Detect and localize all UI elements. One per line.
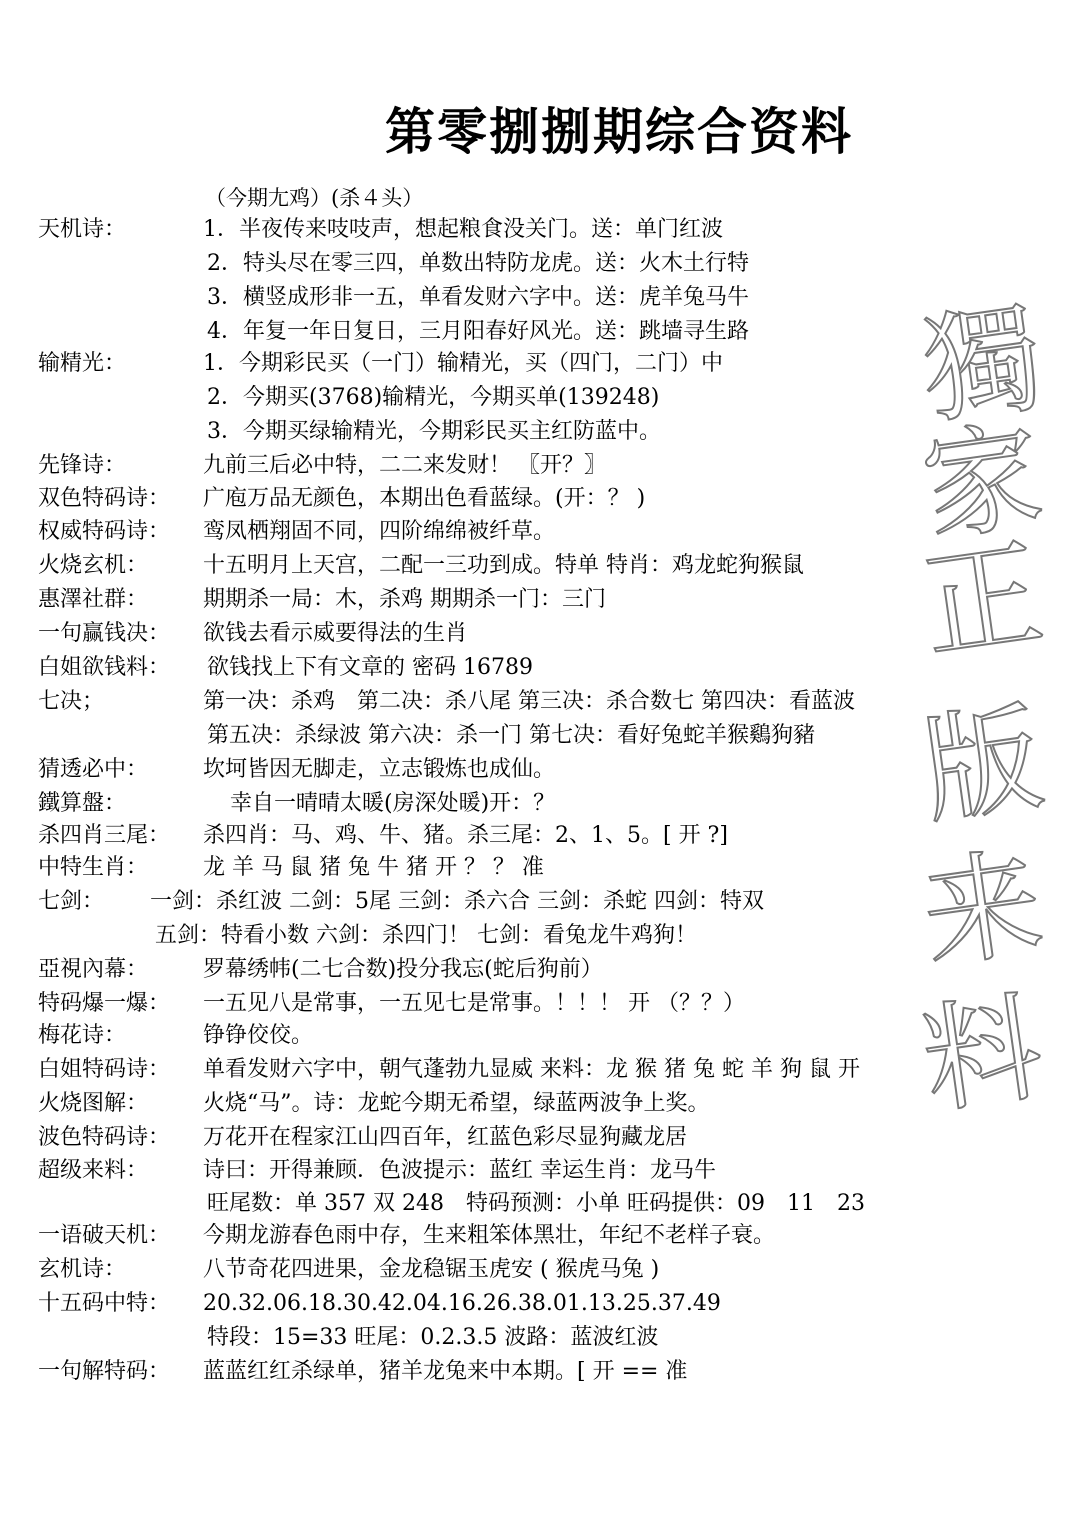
row-label: 天机诗：	[38, 217, 127, 242]
row-label: 波色特码诗：	[38, 1125, 171, 1150]
row-label: 杀四肖三尾：	[38, 823, 171, 848]
row-line: 一五见八是常事，一五见七是常事。！！！ 开 （？？）	[203, 991, 745, 1016]
row-line: 坎坷皆因无脚走，立志锻炼也成仙。	[203, 757, 556, 782]
row-line: 4．年复一年日复日，三月阳春好风光。送：跳墙寻生路	[207, 319, 749, 344]
row-line: 第五决：杀绿波 第六决：杀一门 第七决：看好兔蛇羊猴鷄狗豬	[207, 723, 815, 748]
row-line: 诗曰：开得兼顾．色波提示：蓝红 幸运生肖：龙马牛	[203, 1158, 716, 1183]
page-title: 第零捌捌期综合资料	[385, 103, 853, 161]
row-line: 今期龙游春色雨中存，生来粗笨体黑壮，年纪不老样子衰。	[203, 1223, 776, 1248]
row-line: 火烧“马”。诗：龙蛇今期无希望，绿蓝两波争上奖。	[203, 1091, 710, 1116]
row-label: 先锋诗：	[38, 453, 127, 478]
row-label: 白姐特码诗：	[38, 1057, 171, 1082]
row-line: 3．今期买绿输精光，今期彩民买主红防蓝中。	[207, 419, 661, 444]
watermark-stamp	[895, 287, 1070, 1131]
row-label: 梅花诗：	[38, 1023, 127, 1048]
row-label: 惠澤社群：	[38, 587, 149, 612]
row-label: 亞視內幕：	[38, 957, 149, 982]
row-label: 鐵算盤：	[38, 791, 127, 816]
row-line: 第一决：杀鸡 第二决：杀八尾 第三决：杀合数七 第四决：看蓝波	[203, 689, 855, 714]
watermark-char: 獨	[914, 287, 1051, 441]
row-line: 欲钱找上下有文章的 密码 16789	[207, 655, 533, 680]
row-label: 玄机诗：	[38, 1257, 127, 1282]
row-label: 白姐欲钱料：	[38, 655, 171, 680]
row-line: 五剑：特看小数 六剑：杀四门！ 七剑：看兔龙牛鸡狗！	[155, 923, 697, 948]
watermark-char: 正	[914, 523, 1051, 677]
row-label: 权威特码诗：	[38, 519, 171, 544]
row-label: 一句解特码：	[38, 1359, 171, 1384]
row-line: 万花开在程家江山四百年，红蓝色彩尽显狗藏龙居	[203, 1125, 688, 1150]
row-line: 幸自一晴晴太暖(房深处暖)开：？	[230, 791, 556, 816]
row-line: 欲钱去看示威要得法的生肖	[203, 621, 468, 646]
row-label: 双色特码诗：	[38, 486, 171, 511]
row-label: 猜透必中：	[38, 757, 149, 782]
row-label: 特码爆一爆：	[38, 991, 171, 1016]
row-line: 单看发财六字中，朝气蓬勃九显威 来料：龙 猴 猪 兔 蛇 羊 狗 鼠 开	[203, 1057, 860, 1082]
watermark-char: 料	[914, 977, 1051, 1131]
row-line: 龙 羊 马 鼠 猪 兔 牛 猪 开 ？ ？ 准	[203, 855, 544, 880]
row-line: 期期杀一局：木，杀鸡 期期杀一门：三门	[203, 587, 606, 612]
row-line: 一剑：杀红波 二剑：5尾 三剑：杀六合 三剑：杀蛇 四剑：特双	[150, 889, 764, 914]
row-line: 1．今期彩民买（一门）输精光，买（四门，二门）中	[203, 351, 723, 376]
row-line: 蓝蓝红红杀绿单，猪羊龙兔来中本期。[ 开 == 准	[203, 1359, 688, 1384]
row-label: 七剑：	[38, 889, 105, 914]
row-line: 十五明月上天宫，二配一三功到成。特单 特肖：鸡龙蛇狗猴鼠	[203, 553, 804, 578]
watermark-char: 版	[914, 687, 1051, 841]
row-line: 杀四肖：马、鸡、牛、猪。杀三尾：2、1、5。[ 开 ?]	[203, 823, 728, 848]
watermark-char: 来	[914, 832, 1051, 986]
row-line: 广庖万品无颜色，本期出色看蓝绿。(开：？ )	[203, 486, 646, 511]
row-label: 输精光：	[38, 351, 127, 376]
row-label: 火烧图解：	[38, 1091, 149, 1116]
issue-subtitle: （今期尢鸡）(杀４头）	[205, 186, 424, 210]
row-line: 20.32.06.18.30.42.04.16.26.38.01.13.25.37.49	[203, 1291, 721, 1316]
watermark-char: 家	[914, 405, 1051, 559]
row-line: 九前三后必中特，二二来发财！ 〖开？〗	[203, 453, 606, 478]
row-label: 火烧玄机：	[38, 553, 149, 578]
row-label: 中特生肖：	[38, 855, 149, 880]
row-line: 3．横竖成形非一五，单看发财六字中。送：虎羊兔马牛	[207, 285, 749, 310]
row-line: 罗幕绣帏(二七合数)投分我忘(蛇后狗前）	[203, 957, 603, 982]
row-line: 旺尾数：单 357 双 248 特码预测：小单 旺码提供：09 11 23	[207, 1191, 865, 1216]
row-label: 十五码中特：	[38, 1291, 171, 1316]
row-line: 八节奇花四进果，金龙稳锯玉虎安 ( 猴虎马兔 )	[203, 1257, 660, 1282]
row-label: 一句赢钱决：	[38, 621, 171, 646]
row-label: 一语破天机：	[38, 1223, 171, 1248]
row-line: 鸾凤栖翔固不同，四阶绵绵被纤草。	[203, 519, 556, 544]
row-line: 铮铮佼佼。	[203, 1023, 314, 1048]
row-line: 2．今期买(3768)输精光，今期买单(139248)	[207, 385, 660, 410]
row-line: 特段：15=33 旺尾：0.2.3.5 波路：蓝波红波	[207, 1325, 659, 1350]
row-line: 2．特头尽在零三四，单数出特防龙虎。送：火木土行特	[207, 251, 749, 276]
row-line: 1．半夜传来吱吱声，想起粮食没关门。送：单门红波	[203, 217, 723, 242]
row-label: 七决；	[38, 689, 105, 714]
row-label: 超级来料：	[38, 1158, 149, 1183]
